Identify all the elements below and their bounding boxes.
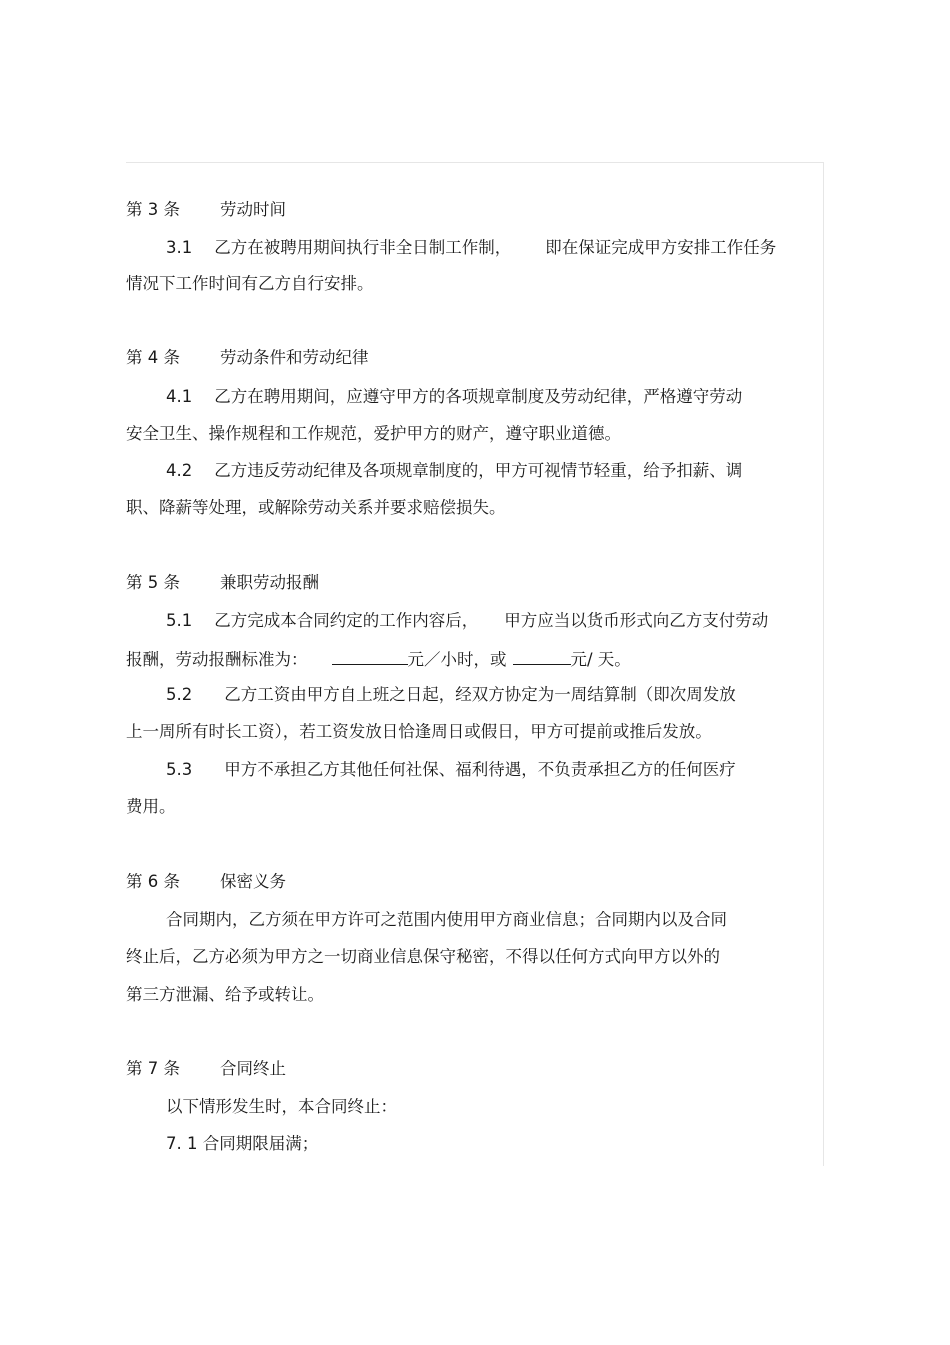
daily-unit: 元/ 天。 xyxy=(570,650,631,669)
clause-3-1-text-b: 即在保证完成甲方安排工作任务 xyxy=(545,238,777,257)
clause-3-1-line-2: 情况下工作时间有乙方自行安排。 xyxy=(126,274,374,293)
confidentiality-line-2: 终止后，乙方必须为甲方之一切商业信息保守秘密，不得以任何方式向甲方以外的 xyxy=(126,947,720,966)
clause-4-2-text: 乙方违反劳动纪律及各项规章制度的，甲方可视情节轻重，给予扣薪、调 xyxy=(214,461,743,480)
clause-5-2 xyxy=(166,684,736,706)
clause-5-3 xyxy=(166,759,736,781)
hourly-rate-blank xyxy=(332,647,408,665)
clause-5-1-text-a: 乙方完成本合同约定的工作内容后， xyxy=(214,611,479,630)
clause-4-1 xyxy=(166,386,742,408)
page-border-right xyxy=(823,162,824,1166)
clause-3-1-number: 3.1 xyxy=(166,238,193,257)
termination-intro: 以下情形发生时，本合同终止： xyxy=(166,1097,397,1116)
page-border-top xyxy=(126,162,824,163)
clause-5-2-number: 5.2 xyxy=(166,685,193,704)
article-3-title: 劳动时间 xyxy=(220,200,286,219)
article-4-title: 劳动条件和劳动纪律 xyxy=(220,348,369,367)
daily-rate-blank xyxy=(513,647,571,665)
clause-4-2 xyxy=(166,460,742,482)
clause-5-3-text: 甲方不承担乙方其他任何社保、福利待遇，不负责承担乙方的任何医疗 xyxy=(224,760,736,779)
article-5-number: 第 5 条 xyxy=(126,573,180,592)
clause-5-1-number: 5.1 xyxy=(166,611,193,630)
article-3-heading xyxy=(126,199,286,221)
clause-5-2-line-2: 上一周所有时长工资），若工资发放日恰逢周日或假日，甲方可提前或推后发放。 xyxy=(126,722,712,741)
article-7-title: 合同终止 xyxy=(220,1059,286,1078)
clause-4-2-number: 4.2 xyxy=(166,461,193,480)
clause-4-2-line-2: 职、降薪等处理，或解除劳动关系并要求赔偿损失。 xyxy=(126,498,506,517)
clause-4-1-number: 4.1 xyxy=(166,387,193,406)
article-7-number: 第 7 条 xyxy=(126,1059,180,1078)
article-6-heading xyxy=(126,871,286,893)
article-3-number: 第 3 条 xyxy=(126,200,180,219)
clause-5-1-line-2 xyxy=(126,647,631,669)
article-6-number: 第 6 条 xyxy=(126,872,180,891)
clause-5-3-line-2: 费用。 xyxy=(126,797,176,816)
article-5-heading xyxy=(126,572,319,594)
article-7-heading xyxy=(126,1058,286,1080)
article-5-title: 兼职劳动报酬 xyxy=(220,573,319,592)
clause-5-2-text: 乙方工资由甲方自上班之日起，经双方协定为一周结算制（即次周发放 xyxy=(224,685,736,704)
article-4-heading xyxy=(126,347,369,369)
pay-standard-label: 报酬，劳动报酬标准为： xyxy=(126,650,308,669)
article-6-title: 保密义务 xyxy=(220,872,286,891)
clause-7-1: 7. 1 合同期限届满； xyxy=(166,1134,319,1153)
article-4-number: 第 4 条 xyxy=(126,348,180,367)
clause-3-1-text-a: 乙方在被聘用期间执行非全日制工作制， xyxy=(214,238,512,257)
clause-3-1 xyxy=(166,237,776,259)
clause-5-1-text-b: 甲方应当以货币形式向乙方支付劳动 xyxy=(504,611,769,630)
hourly-unit: 元／小时，或 xyxy=(407,650,507,669)
clause-4-1-line-2: 安全卫生、操作规程和工作规范，爱护甲方的财产，遵守职业道德。 xyxy=(126,424,621,443)
confidentiality-line-3: 第三方泄漏、给予或转让。 xyxy=(126,985,324,1004)
clause-5-1 xyxy=(166,610,768,632)
clause-5-3-number: 5.3 xyxy=(166,760,193,779)
clause-4-1-text: 乙方在聘用期间，应遵守甲方的各项规章制度及劳动纪律，严格遵守劳动 xyxy=(214,387,743,406)
confidentiality-line-1: 合同期内，乙方须在甲方许可之范围内使用甲方商业信息；合同期内以及合同 xyxy=(166,910,727,929)
